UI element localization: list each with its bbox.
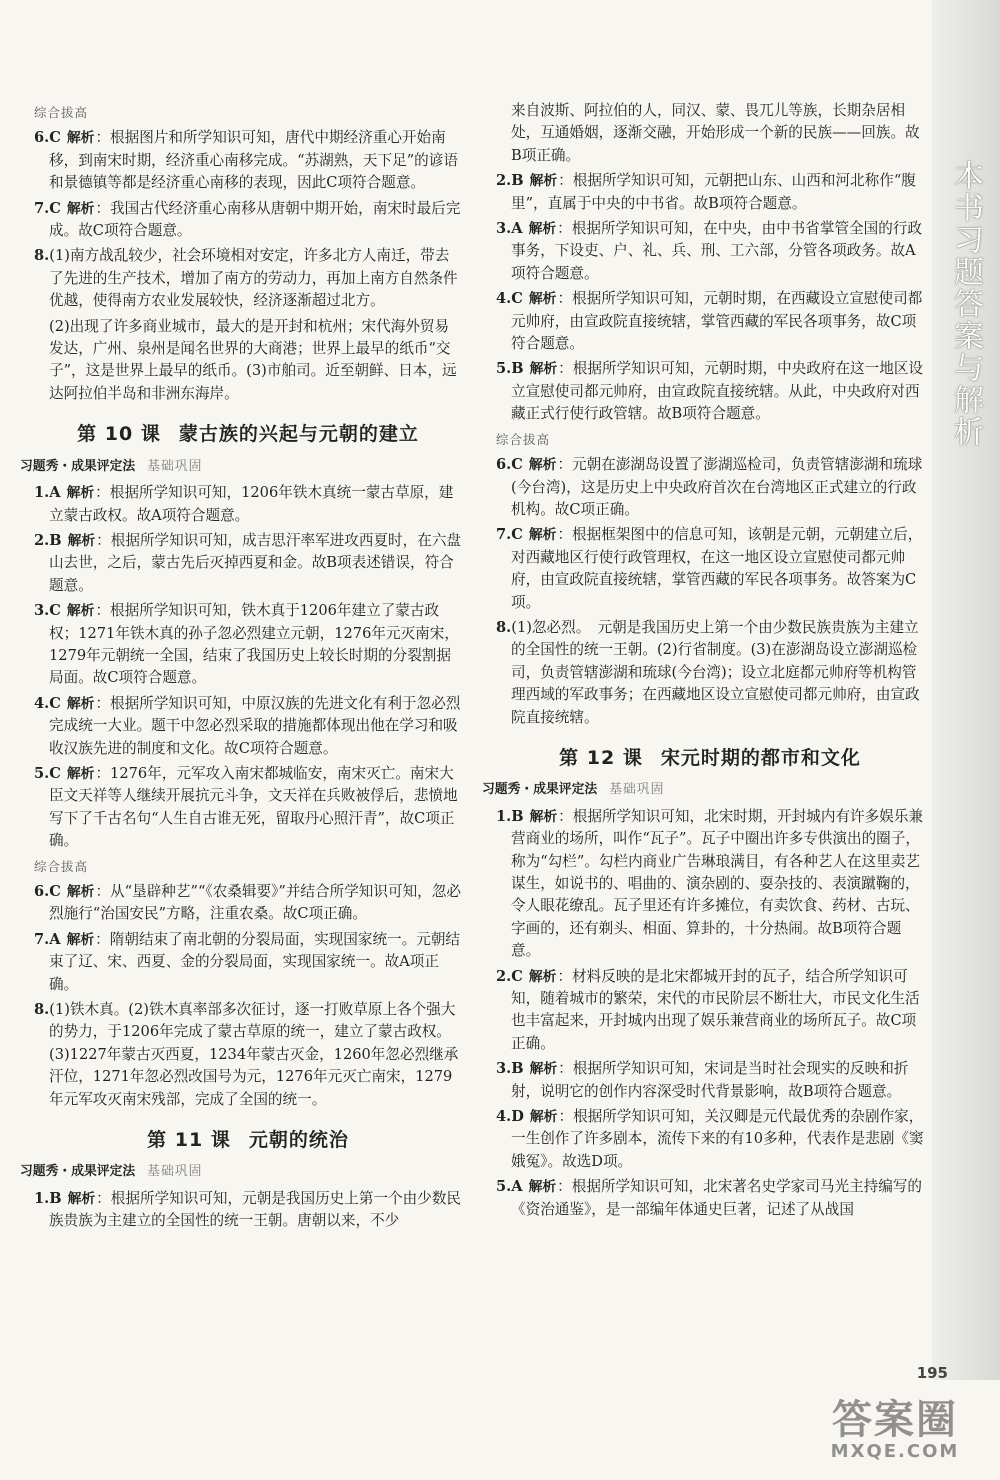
answer-item [496, 966, 924, 1056]
answer-number: 5.B [496, 360, 524, 378]
answer-item [34, 929, 462, 996]
answer-text: ：从“垦辟种艺”“《农桑辑要》”并结合所学知识可知，忽必烈施行“治国安民”方略，注重农桑。故C项正确。 [49, 883, 461, 923]
page-number: 195 [916, 1364, 948, 1382]
answer-text: ：根据框架图中的信息可知，该朝是元朝，元朝建立后，对西藏地区行使行政管理权，在这一地区设立宣慰使司都元帅府，由宣政院直接统辖，掌管西藏的军民各项事务。故答案为C项。 [511, 526, 923, 611]
side-tab [932, 0, 1000, 1380]
answer-item [34, 482, 462, 527]
analysis-label: 解析 [67, 532, 96, 549]
answer-number: 7.C [34, 199, 61, 217]
answer-text: ：元朝在澎湖岛设置了澎湖巡检司，负责管辖澎湖和琉球(今台湾)，这是历史上中央政府首次在台湾地区正式建立的行政机构。故C项正确。 [511, 456, 923, 518]
analysis-label: 解析 [66, 931, 95, 948]
answer-number: 7.A [34, 930, 61, 948]
section-name: 习题秀・成果评定法 [20, 1164, 136, 1180]
analysis-label: 解析 [66, 884, 95, 900]
answer-item [34, 600, 462, 690]
answer-number: 5.C [34, 764, 61, 782]
analysis-label: 解析 [529, 361, 558, 378]
answer-item [496, 1058, 924, 1103]
answer-text: ：材料反映的是北宋都城开封的瓦子，结合所学知识可知，随着城市的繁荣，宋代的市民阶层不断壮大，市民文化生活也丰富起来，开封城内出现了娱乐兼营商业的场所瓦子。故C项正确。 [511, 967, 920, 1052]
analysis-label: 解析 [529, 808, 558, 825]
answer-text: ：根据所学知识可知，北宋时期，开封城内有许多娱乐兼营商业的场所，叫作“瓦子”。瓦子中圈出许多专供演出的圈子，称为“勾栏”。勾栏内商业广告琳琅满目，有各种艺人在这里卖艺谋生，如说书的、唱曲的、演杂剧的、耍杂技的、表演蹴鞠的，令人眼花缭乱。瓦子里还有许多摊位，有卖饮食、药材、古玩、字画的，还有剃头、相面、算卦的，十分热闹。故B项符合题意。 [511, 807, 924, 960]
analysis-label: 解析 [528, 457, 557, 474]
answer-item [496, 1176, 924, 1221]
lesson-name: 元朝的统治 [248, 1129, 349, 1152]
lesson-name: 蒙古族的兴起与元朝的建立 [178, 423, 419, 446]
analysis-label: 解析 [529, 173, 558, 190]
answer-item [34, 530, 462, 597]
answer-item [496, 617, 924, 729]
lesson-title [34, 1129, 462, 1151]
section-tag: 基础巩固 [609, 782, 665, 798]
answer-text: ：根据所学知识可知，元朝把山东、山西和河北称作“腹里”，直属于中央的中书省。故B项符合题意。 [511, 172, 916, 212]
answer-number: 7.C [496, 526, 523, 544]
analysis-label: 解析 [66, 695, 95, 712]
answer-text: ：1276年，元军攻入南宋都城临安，南宋灭亡。南宋大臣文天祥等人继续开展抗元斗争，文天祥在兵败被俘后，悲愤地写下了千古名句“人生自古谁无死，留取丹心照汗青”，故C项正确。 [49, 764, 458, 850]
answer-item [34, 693, 462, 760]
answer-text: (1)铁木真。(2)铁木真率部多次征讨，逐一打败草原上各个强大的势力，于1206年完成了蒙古草原的统一，建立了蒙古政权。(3)1227年蒙古灭西夏，1234年蒙古灭金，1260年忽必烈继承汗位，1271年忽必烈改国号为元，1276年元灭亡南宋，1279年元军攻灭南宋残部，完成了全国的统一。 [49, 1001, 459, 1108]
answer-number: 4.C [496, 290, 523, 308]
analysis-label: 解析 [529, 1061, 558, 1078]
answer-text: ：根据所学知识可知，元朝是我国历史上第一个由少数民族贵族为主建立的全国性的统一王朝。唐朝以来，不少 [49, 1189, 462, 1230]
section-name: 习题秀・成果评定法 [20, 458, 136, 474]
answer-item [34, 198, 462, 243]
answer-number: 3.C [34, 602, 61, 620]
answer-text: ：根据所学知识可知，宋词是当时社会现实的反映和折射，说明它的创作内容深受时代背景影响，故B项符合题意。 [511, 1060, 909, 1100]
answer-item [496, 218, 924, 285]
section-bar [20, 456, 462, 478]
lesson-name: 宋元时期的都市和文化 [660, 746, 861, 769]
answer-number: 8. [34, 1001, 50, 1019]
lesson-number: 第 12 课 [559, 746, 643, 769]
analysis-label: 解析 [528, 291, 557, 308]
section-bar [20, 1161, 462, 1183]
analysis-label: 解析 [66, 200, 95, 217]
answer-number: 6.C [496, 456, 523, 474]
watermark [800, 1398, 990, 1468]
answer-text: ：根据所学知识可知，北宋著名史学家司马光主持编写的《资治通鉴》，是一部编年体通史巨著，记述了从战国 [511, 1178, 923, 1218]
answer-item [496, 288, 924, 355]
answer-text: (1)南方战乱较少，社会环境相对安定，许多北方人南迁，带去了先进的生产技术，增加了南方的劳动力，再加上南方自然条件优越，使得南方农业发展较快，经济逐渐超过北方。 [49, 247, 458, 310]
answer-item [34, 245, 462, 312]
answer-number: 6.C [34, 883, 61, 900]
answer-item [34, 999, 462, 1111]
left-column [20, 100, 462, 1236]
watermark-url: MXQE.COM [830, 1441, 960, 1462]
answer-item [496, 1106, 924, 1173]
answer-text: ：根据所学知识可知，在中央，由中书省掌管全国的行政事务，下设吏、户、礼、兵、刑、工六部，分管各项政务。故A项符合题意。 [511, 220, 923, 282]
answer-text: (1)忽必烈。 元朝是我国历史上第一个由少数民族贵族为主建立的全国性的统一王朝。(2)行省制度。(3)在澎湖岛设立澎湖巡检司，负责管辖澎湖和琉球(今台湾)；设立北庭都元帅府等机构管理西域的军政事务；在西藏地区设立宣慰使司都元帅府，由宣政院直接统辖。 [511, 618, 920, 726]
answer-item [496, 454, 924, 521]
analysis-label: 解析 [529, 1109, 558, 1126]
section-subheading: 综合拔高 [34, 105, 89, 120]
answer-number: 4.C [34, 694, 61, 712]
answer-text: ：根据所学知识可知，1206年铁木真统一蒙古草原，建立蒙古政权。故A项符合题意。 [49, 484, 454, 524]
answer-text: ：根据所学知识可知，元朝时期，在西藏设立宣慰使司都元帅府，由宣政院直接统辖，掌管西藏的军民各项事务，故C项符合题意。 [511, 290, 923, 353]
lesson-title [34, 423, 462, 445]
analysis-label: 解析 [66, 603, 95, 620]
analysis-label: 解析 [67, 1190, 96, 1207]
answer-item [496, 524, 924, 614]
answer-item [34, 881, 462, 926]
analysis-label: 解析 [528, 527, 557, 544]
lesson-number: 第 10 课 [77, 423, 161, 446]
answer-number: 2.B [34, 531, 62, 549]
section-name: 习题秀・成果评定法 [482, 782, 598, 798]
analysis-label: 解析 [528, 968, 557, 985]
section-tag: 基础巩固 [147, 458, 203, 474]
section-subheading: 综合拔高 [496, 431, 551, 447]
answer-text: ：根据所学知识可知，元朝时期，中央政府在这一地区设立宣慰使司都元帅府，由宣政院直接统辖。从此，中央政府对西藏正式行使行政管辖。故B项符合题意。 [511, 360, 924, 423]
answer-number: 1.B [496, 807, 524, 825]
lesson-number: 第 11 课 [147, 1129, 231, 1152]
answer-number: 6.C [34, 129, 61, 147]
answer-number: 3.A [496, 220, 523, 238]
analysis-label: 解析 [66, 765, 95, 782]
section-bar [482, 779, 924, 801]
answer-item [34, 763, 462, 853]
answer-text: ：根据所学知识可知，中原汉族的先进文化有利于忽必烈完成统一大业。题干中忽必烈采取的措施都体现出他在学习和吸收汉族先进的制度和文化。故C项符合题意。 [49, 694, 461, 757]
answer-number: 1.A [34, 484, 61, 502]
answer-number: 8. [34, 247, 50, 265]
analysis-label: 解析 [528, 1179, 557, 1196]
answer-number: 2.B [496, 172, 524, 190]
analysis-label: 解析 [528, 221, 557, 238]
answer-text: ：根据图片和所学知识可知，唐代中期经济重心开始南移，到南宋时期，经济重心南移完成。“苏湖熟，天下足”的谚语和景德镇等都是经济重心南移的表现，因此C项符合题意。 [49, 129, 458, 192]
answer-text: ：根据所学知识可知，关汉卿是元代最优秀的杂剧作家，一生创作了许多剧本，流传下来的有10多种，代表作是悲剧《窦娥冤》。故选D项。 [511, 1108, 924, 1170]
answer-text: ：根据所学知识可知，铁木真于1206年建立了蒙古政权；1271年铁木真的孙子忽必烈建立元朝，1276年元灭南宋，1279年元朝统一全国，结束了我国历史上较长时期的分裂割据局面。故C项符合题意。 [49, 602, 459, 687]
answer-item [496, 358, 924, 425]
answer-number: 1.B [34, 1189, 62, 1207]
analysis-label: 解析 [66, 485, 95, 502]
answer-item [496, 806, 924, 963]
answer-text: ：我国古代经济重心南移从唐朝中期开始，南宋时最后完成。故C项符合题意。 [49, 199, 461, 240]
right-column [482, 100, 924, 1224]
answer-text: ：隋朝结束了南北朝的分裂局面，实现国家统一。元朝结束了辽、宋、西夏、金的分裂局面，实现国家统一。故A项正确。 [49, 930, 461, 993]
answer-number: 3.B [496, 1060, 524, 1078]
lesson-title [496, 747, 924, 769]
answer-item [34, 1188, 462, 1233]
answer-item [34, 127, 462, 194]
answer-number: 4.D [496, 1108, 524, 1126]
section-tag: 基础巩固 [147, 1164, 203, 1180]
answer-continuation: (2)出现了许多商业城市，最大的是开封和杭州；宋代海外贸易发达，广州、泉州是闻名世界的大商港；世界上最早的纸币“交子”，这是世界上最早的纸币。(3)市舶司。近至朝鲜、日本，远达阿拉伯半岛和非洲东海岸。 [49, 317, 457, 402]
answer-continuation: 来自波斯、阿拉伯的人，同汉、蒙、畏兀儿等族，长期杂居相处，互通婚姻，逐渐交融，开始形成一个新的民族——回族。故B项正确。 [511, 102, 920, 164]
answer-item [496, 170, 924, 215]
answer-number: 5.A [496, 1178, 523, 1196]
answer-text: ：根据所学知识可知，成吉思汗率军进攻西夏时，在六盘山去世，之后，蒙古先后灭掉西夏和金。故B项表述错误，符合题意。 [49, 531, 462, 594]
watermark-logo: 答案圈 [832, 1397, 958, 1443]
answer-number: 2.C [496, 967, 523, 985]
section-subheading: 综合拔高 [34, 858, 89, 874]
analysis-label: 解析 [66, 130, 95, 147]
side-tab-title: 本书习题答案与解析 [948, 160, 983, 448]
answer-number: 8. [496, 618, 512, 636]
